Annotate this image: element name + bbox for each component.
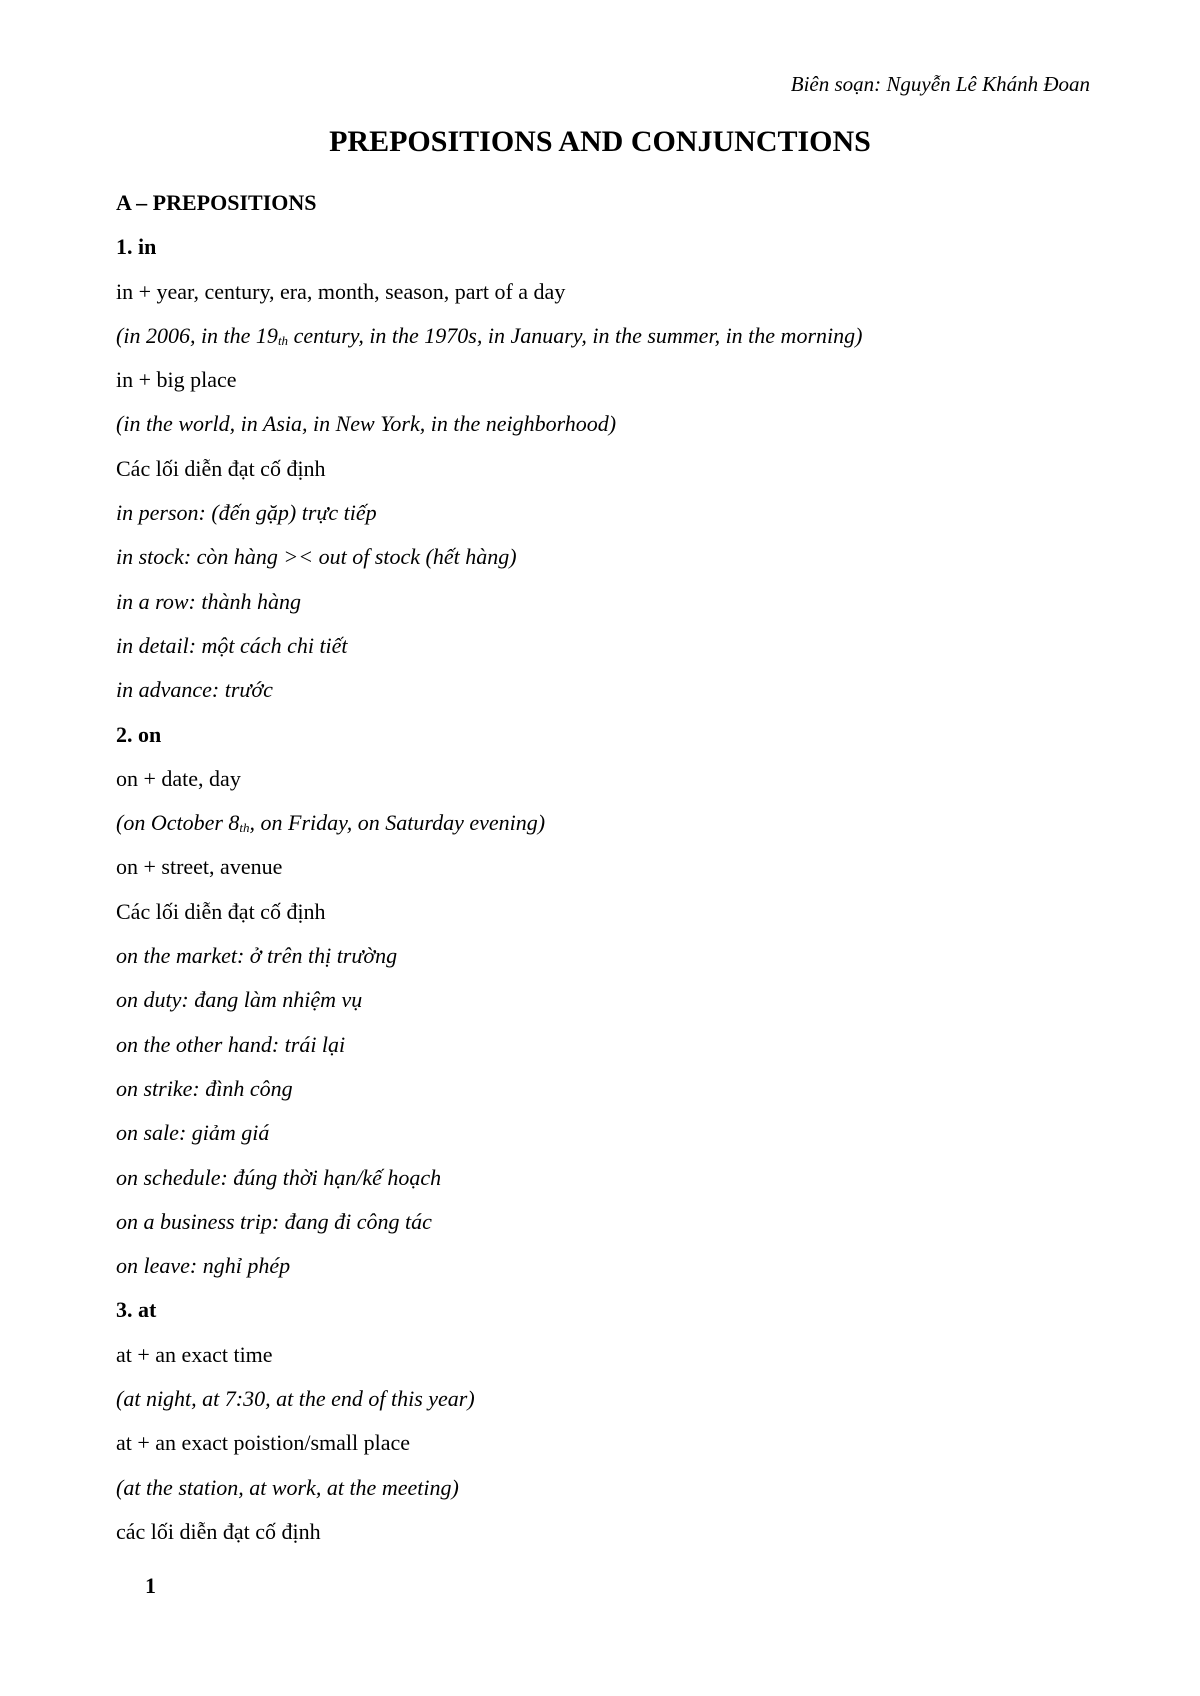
- fixed-expressions-heading-at: các lối diễn đạt cố định: [116, 1518, 321, 1544]
- heading-on: 2. on: [116, 721, 162, 747]
- page-number: 1: [145, 1573, 156, 1598]
- example-in-time: [116, 314, 1116, 358]
- example-on-date: [116, 801, 1116, 845]
- example-at-place: (at the station, at work, at the meeting): [116, 1474, 459, 1500]
- fixed-expression-in: in advance: trước: [116, 677, 273, 703]
- fixed-expressions-heading-on: Các lối diễn đạt cố định: [116, 898, 326, 924]
- fixed-expression-in: in detail: một cách chi tiết: [116, 632, 348, 658]
- fixed-expression-on: on the market: ở trên thị trường: [116, 943, 398, 969]
- fixed-expression-in: in person: (đến gặp) trực tiếp: [116, 500, 377, 526]
- fixed-expression-on: on a business trip: đang đi công tác: [116, 1208, 432, 1234]
- document-body: [116, 181, 1116, 1554]
- fixed-expression-on: on duty: đang làm nhiệm vụ: [116, 987, 363, 1013]
- fixed-expressions-heading-in: Các lối diễn đạt cố định: [116, 455, 326, 481]
- example-on-date-part1: (on October 8: [116, 810, 240, 836]
- section-heading-a: A – PREPOSITIONS: [116, 190, 317, 215]
- fixed-expression-on: on leave: nghỉ phép: [116, 1253, 291, 1279]
- fixed-expression-on: on schedule: đúng thời hạn/kế hoạch: [116, 1164, 442, 1190]
- rule-in-time: in + year, century, era, month, season, part of a day: [116, 278, 566, 304]
- ordinal-suffix: th: [239, 820, 250, 836]
- example-in-time-part2: century, in the 1970s, in January, in the summer, in the morning): [288, 322, 863, 348]
- heading-in: 1. in: [116, 234, 157, 260]
- ordinal-suffix: th: [277, 332, 289, 348]
- rule-at-place: at + an exact poistion/small place: [116, 1430, 411, 1456]
- fixed-expression-on: on strike: đình công: [116, 1075, 293, 1101]
- rule-on-street: on + street, avenue: [116, 854, 283, 880]
- rule-on-date: on + date, day: [116, 765, 241, 791]
- fixed-expression-in: in stock: còn hàng >< out of stock (hết hàng): [116, 544, 517, 570]
- rule-in-place: in + big place: [116, 367, 237, 393]
- page-title: PREPOSITIONS AND CONJUNCTIONS: [329, 125, 871, 158]
- example-at-time: (at night, at 7:30, at the end of this year): [116, 1386, 475, 1412]
- fixed-expression-on: on sale: giảm giá: [116, 1120, 270, 1146]
- example-on-date-part2: , on Friday, on Saturday evening): [249, 810, 546, 836]
- example-in-place: (in the world, in Asia, in New York, in the neighborhood): [116, 411, 617, 437]
- example-in-time-part1: (in 2006, in the 19: [116, 322, 278, 348]
- author-credit: Biên soạn: Nguyễn Lê Khánh Đoan: [790, 72, 1090, 96]
- rule-at-time: at + an exact time: [116, 1341, 273, 1367]
- heading-at: 3. at: [116, 1297, 157, 1323]
- fixed-expression-in: in a row: thành hàng: [116, 588, 301, 614]
- fixed-expression-on: on the other hand: trái lại: [116, 1031, 346, 1057]
